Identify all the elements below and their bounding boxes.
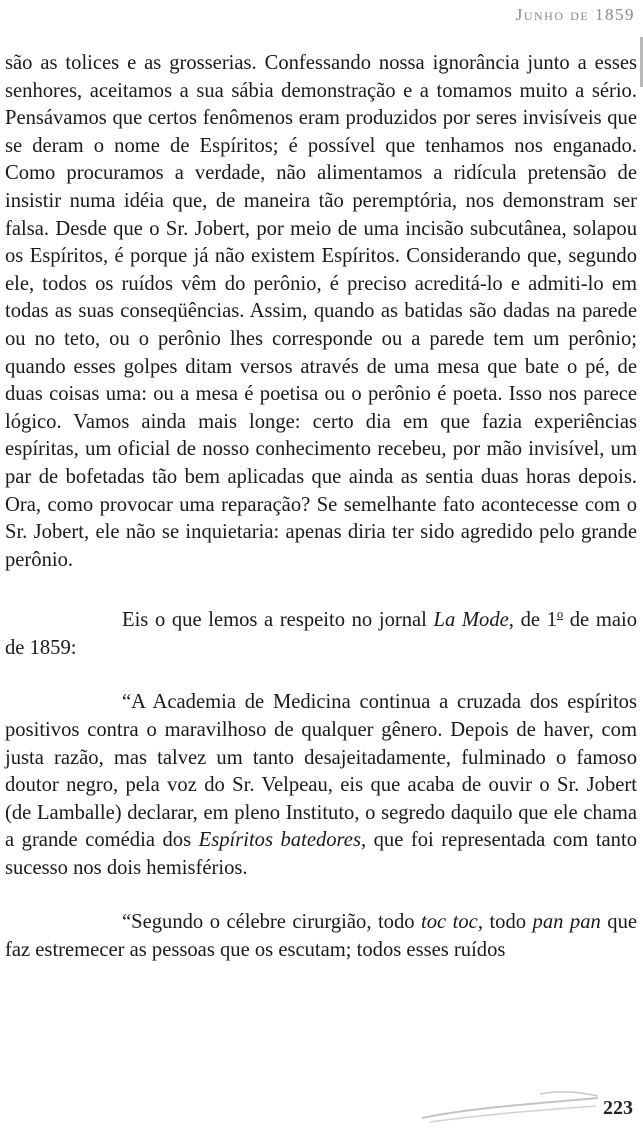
p4-text-3: que faz estremecer as pessoas que os escutam; todos esses ruídos (5, 911, 638, 962)
journal-name: La Mode (433, 609, 509, 632)
paragraph-2 (5, 601, 637, 662)
paragraph-4 (5, 909, 637, 964)
ordinal-indicator: o (556, 607, 564, 622)
page-number: 223 (603, 1097, 633, 1119)
body-text (5, 50, 637, 965)
p2-text-1: Eis o que lemos a respeito no jornal (122, 609, 434, 632)
p4-text-1: “Segundo o célebre cirurgião, todo (122, 911, 422, 934)
p2-text-2: , de 1 (508, 609, 557, 632)
paragraph-1: são as tolices e as grosserias. Confessando nossa ignorância junto a esses senhores, aceitamos a sua sábia demonstração e a tomamos muito a sério. Pensávamos que certos fenômenos eram produzidos por seres invisíveis que se deram o nome de Espíritos; é possível que tenhamos nos enganado. Como procuramos a verdade, não alimentamos a ridícula pretensão de insistir numa idéia que, de maneira tão peremptória, nos demonstram ser falsa. Desde que o Sr. Jobert, por meio de uma incisão subcutânea, solapou os Espíritos, é porque já não existem Espíritos. Considerando que, segundo ele, todos os ruídos vêm do perônio, é preciso acreditá-lo e admiti-lo em todas as suas conseqüências. Assim, quando as batidas são dadas na parede ou no teto, ou o perônio lhes corresponde ou a parede tem um perônio; quando esses golpes ditam versos através de uma mesa que bate o pé, de duas coisas uma: ou a mesa é poetisa ou o perônio é poeta. Isso nos parece lógico. Vamos ainda mais longe: certo dia em que fazia experiências espíritas, um oficial de nosso conhecimento recebeu, por mão invisível, um par de bofetadas tão bem aplicadas que ainda as sentia duas horas depois. Ora, como provocar uma reparação? Se semelhante fato acontecesse com o Sr. Jobert, ele não se inquietaria: apenas diria ter sido agredido pelo grande perônio. (5, 52, 637, 571)
emphasis-pan-pan: pan pan (532, 911, 601, 934)
paragraph-3 (5, 689, 637, 882)
p3-text-1: “A Academia de Medicina continua a cruzada dos espíritos positivos contra o maravilhoso de qualquer gênero. Depois de haver, com justa razão, mas talvez um tanto desajeitadamente, fulminado o famoso doutor negro, pela voz do Sr. Velpeau, eis que acaba de ouvir o Sr. Jobert (de Lamballe) declarar, em pleno Instituto, o segredo daquilo que ele chama a grande comédia dos (5, 691, 637, 852)
emphasis-espiritos-batedores: Espíritos batedores (198, 829, 361, 852)
p2-text-3: de maio de 1859: (5, 609, 637, 659)
p3-text-2: , que foi representada com tanto sucesso nos dois hemisférios. (5, 829, 637, 879)
emphasis-toc-toc: toc toc (421, 911, 478, 934)
footer-swash-ornament (420, 1088, 600, 1126)
running-header: Junho de 1859 (515, 5, 635, 24)
p4-text-2: , todo (477, 911, 533, 934)
